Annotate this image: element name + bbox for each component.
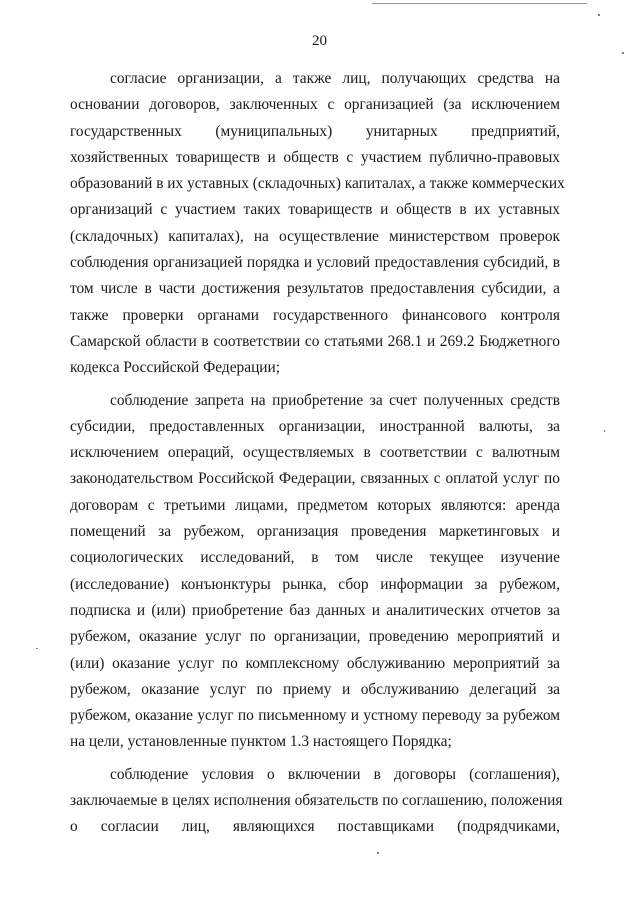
text-line: государственных (муниципальных) унитарных предприятий,	[70, 122, 560, 140]
scan-speck	[622, 52, 624, 54]
text-line: законодательством Российской Федерации, связанных с оплатой услуг по	[70, 470, 560, 488]
text-line: заключаемые в целях исполнения обязательств по соглашению, положения	[70, 792, 563, 810]
text-line: (или) оказание услуг по комплексному обслуживанию мероприятий за	[70, 654, 560, 672]
text-line: том числе в части достижения результатов предоставления субсидии, а	[70, 280, 560, 298]
paragraph-currency-ban	[70, 388, 560, 756]
paragraph-consent	[70, 66, 565, 382]
text-line: Самарской области в соответствии со статьями 268.1 и 269.2 Бюджетного	[70, 332, 560, 350]
text-line: социологических исследований, в том числе текущее изучение	[70, 549, 560, 567]
scan-speck	[36, 648, 38, 649]
text-line: (исследование) конъюнктуры рынка, сбор информации за рубежом,	[70, 575, 560, 593]
text-line: основании договоров, заключенных с организацией (за исключением	[70, 96, 560, 114]
text-line: договорам с третьими лицами, предметом которых являются: аренда	[70, 496, 560, 514]
text-line: соблюдение запрета на приобретение за счет полученных средств	[110, 391, 560, 409]
text-line: рубежом, оказание услуг по организации, проведению мероприятий и	[70, 628, 560, 646]
text-line: о согласии лиц, являющихся поставщиками (подрядчиками,	[70, 818, 560, 836]
text-line: также проверки органами государственного финансового контроля	[70, 306, 560, 324]
text-line: рубежом, оказание услуг по письменному и устному переводу за рубежом	[70, 707, 560, 725]
text-line: соблюдения организацией порядка и условий предоставления субсидий, в	[70, 254, 560, 272]
text-line: на цели, установленные пунктом 1.3 настоящего Порядка;	[70, 733, 452, 751]
top-border-line	[372, 3, 587, 4]
scan-speck	[598, 14, 600, 16]
text-line: подписка и (или) приобретение баз данных и аналитических отчетов за	[70, 601, 560, 619]
text-line: (складочных) капиталах), на осуществление министерством проверок	[70, 227, 560, 245]
text-line: рубежом, оказание услуг по приему и обслуживанию делегаций за	[70, 680, 560, 698]
text-line: согласие организации, а также лиц, получающих средства на	[110, 70, 560, 87]
text-line: исключением операций, осуществляемых в соответствии с валютным	[70, 444, 560, 462]
text-line: кодекса Российской Федерации;	[70, 359, 281, 377]
text-line: образований в их уставных (складочных) капиталах, а также коммерческих	[70, 175, 565, 193]
page-number: 20	[312, 33, 327, 49]
scan-speck	[377, 852, 379, 854]
text-line: субсидии, предоставленных организации, иностранной валюты, за	[70, 417, 560, 435]
document-body	[70, 66, 565, 841]
text-line: соблюдение условия о включении в договоры (соглашения),	[110, 765, 560, 783]
paragraph-contract-condition	[70, 762, 563, 841]
scan-speck	[604, 430, 605, 432]
text-line: организаций с участием таких товариществ и обществ в их уставных	[70, 201, 560, 219]
text-line: хозяйственных товариществ и обществ с участием публично-правовых	[70, 148, 560, 166]
text-line: помещений за рубежом, организация проведения маркетинговых и	[70, 523, 560, 541]
